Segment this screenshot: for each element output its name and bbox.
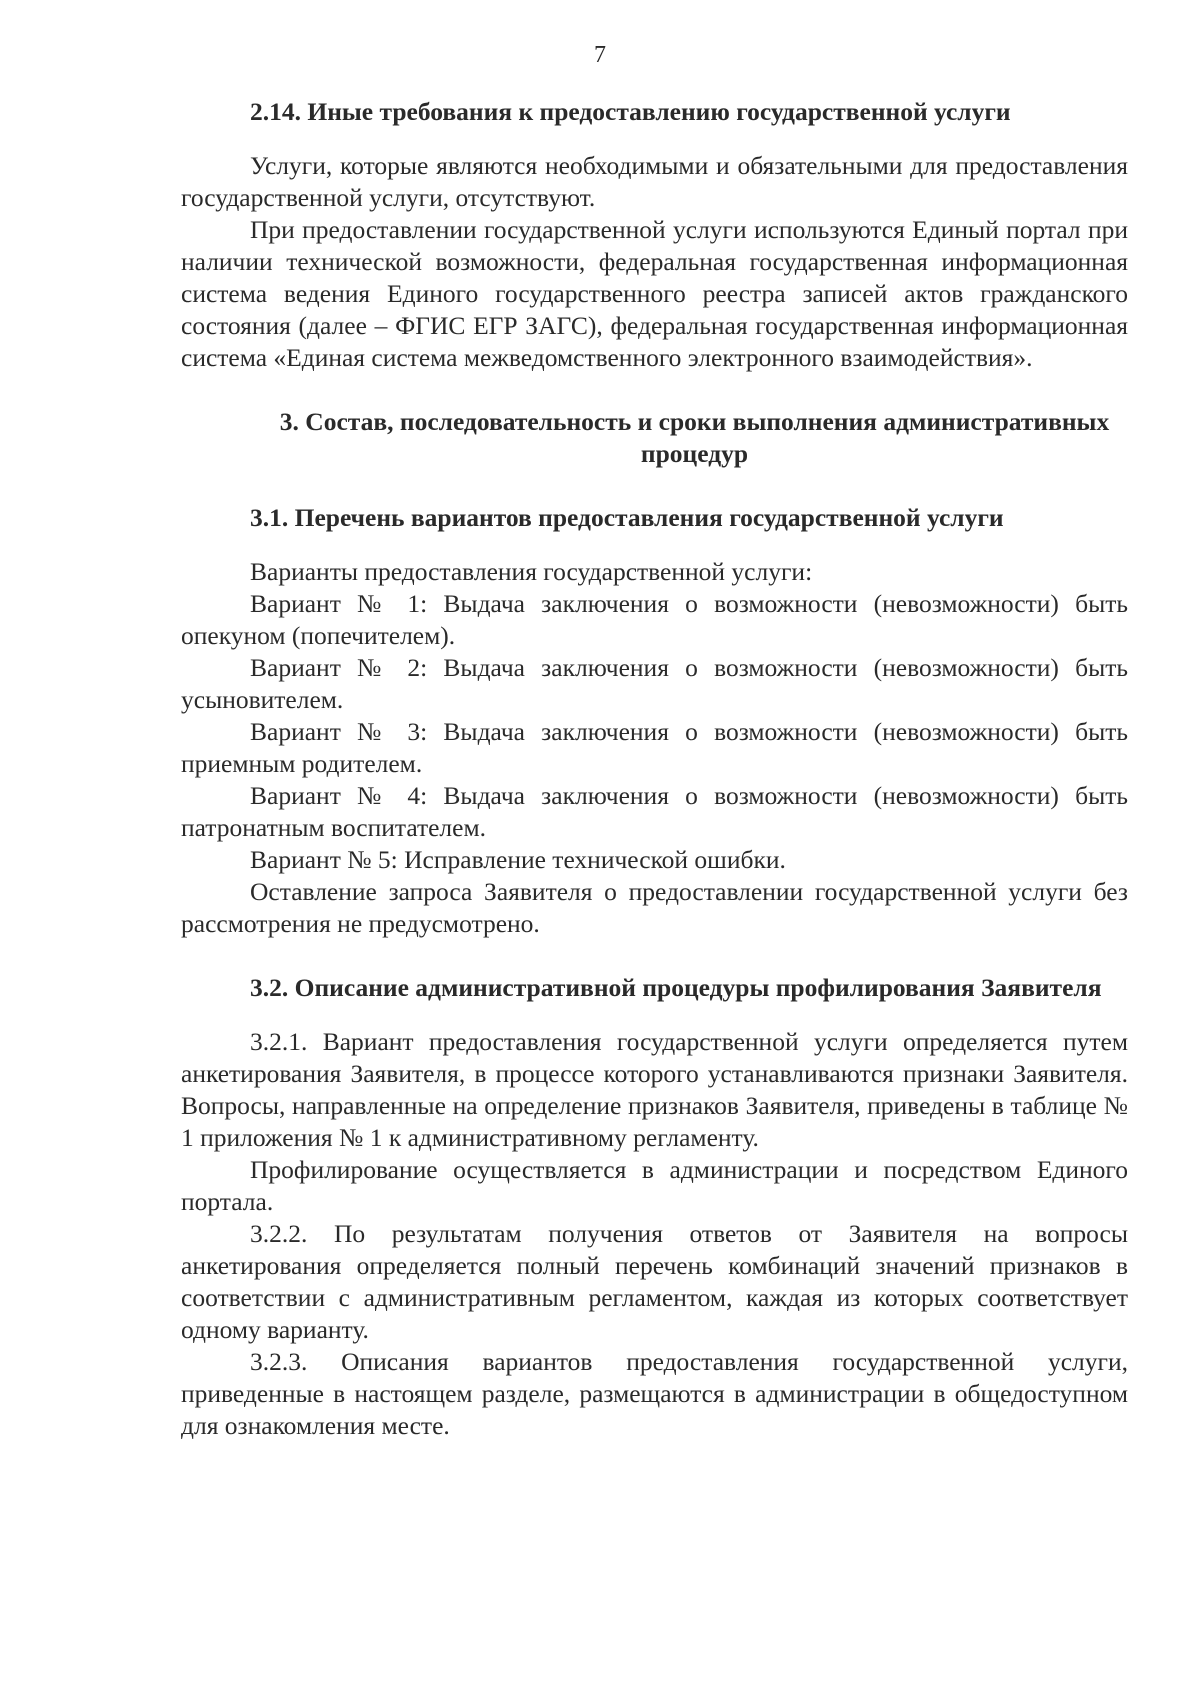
section-2-14-heading: 2.14. Иные требования к предоставлению государственной услуги <box>250 97 1011 126</box>
section-3-1-heading: 3.1. Перечень вариантов предоставления государственной услуги <box>250 503 1004 532</box>
section-3-heading: 3. Состав, последовательность и сроки выполнения административных процедур <box>279 407 1110 468</box>
page-number: 7 <box>594 42 606 68</box>
section-3-2-3-paragraph: 3.2.3. Описания вариантов предоставления государственной услуги, приведенные в настоящем разделе, размещаются в администрации в общедоступном для ознакомления месте. <box>181 1347 1128 1440</box>
section-3-2-1-paragraph: 3.2.1. Вариант предоставления государственной услуги определяется путем анкетирования Заявителя, в процессе которого устанавливаются признаки Заявителя. Вопросы, направленные на определение признаков Заявителя, приведены в таблице № 1 приложения № 1 к административному регламенту. <box>181 1027 1128 1152</box>
section-2-14-paragraph-2: При предоставлении государственной услуги используются Единый портал при наличии технической возможности, федеральная государственная информационная система ведения Единого государственного реестра записей актов гражданского состояния (далее – ФГИС ЕГР ЗАГС), федеральная государственная информационная система «Единая система межведомственного электронного взаимодействия». <box>181 215 1128 372</box>
section-3-2-heading: 3.2. Описание административной процедуры профилирования Заявителя <box>250 973 1102 1002</box>
variant-3: Вариант № 3: Выдача заключения о возможности (невозможности) быть приемным родителем. <box>181 717 1128 778</box>
document-body <box>181 96 1128 1442</box>
variant-2: Вариант № 2: Выдача заключения о возможности (невозможности) быть усыновителем. <box>181 653 1128 714</box>
section-2-14-paragraph-1: Услуги, которые являются необходимыми и обязательными для предоставления государственной услуги, отсутствуют. <box>181 151 1128 212</box>
section-3-2-profiling-paragraph: Профилирование осуществляется в администрации и посредством Единого портала. <box>181 1155 1128 1216</box>
variant-1: Вариант № 1: Выдача заключения о возможности (невозможности) быть опекуном (попечителем). <box>181 589 1128 650</box>
variant-5: Вариант № 5: Исправление технической ошибки. <box>250 845 786 874</box>
section-3-2-2-paragraph: 3.2.2. По результатам получения ответов от Заявителя на вопросы анкетирования определяется полный перечень комбинаций значений признаков в соответствии с административным регламентом, каждая из которых соответствует одному варианту. <box>181 1219 1128 1344</box>
section-3-1-paragraph-1: Варианты предоставления государственной услуги: <box>250 557 813 586</box>
variant-4: Вариант № 4: Выдача заключения о возможности (невозможности) быть патронатным воспитателем. <box>181 781 1128 842</box>
section-3-1-paragraph-7: Оставление запроса Заявителя о предоставлении государственной услуги без рассмотрения не предусмотрено. <box>181 877 1128 938</box>
